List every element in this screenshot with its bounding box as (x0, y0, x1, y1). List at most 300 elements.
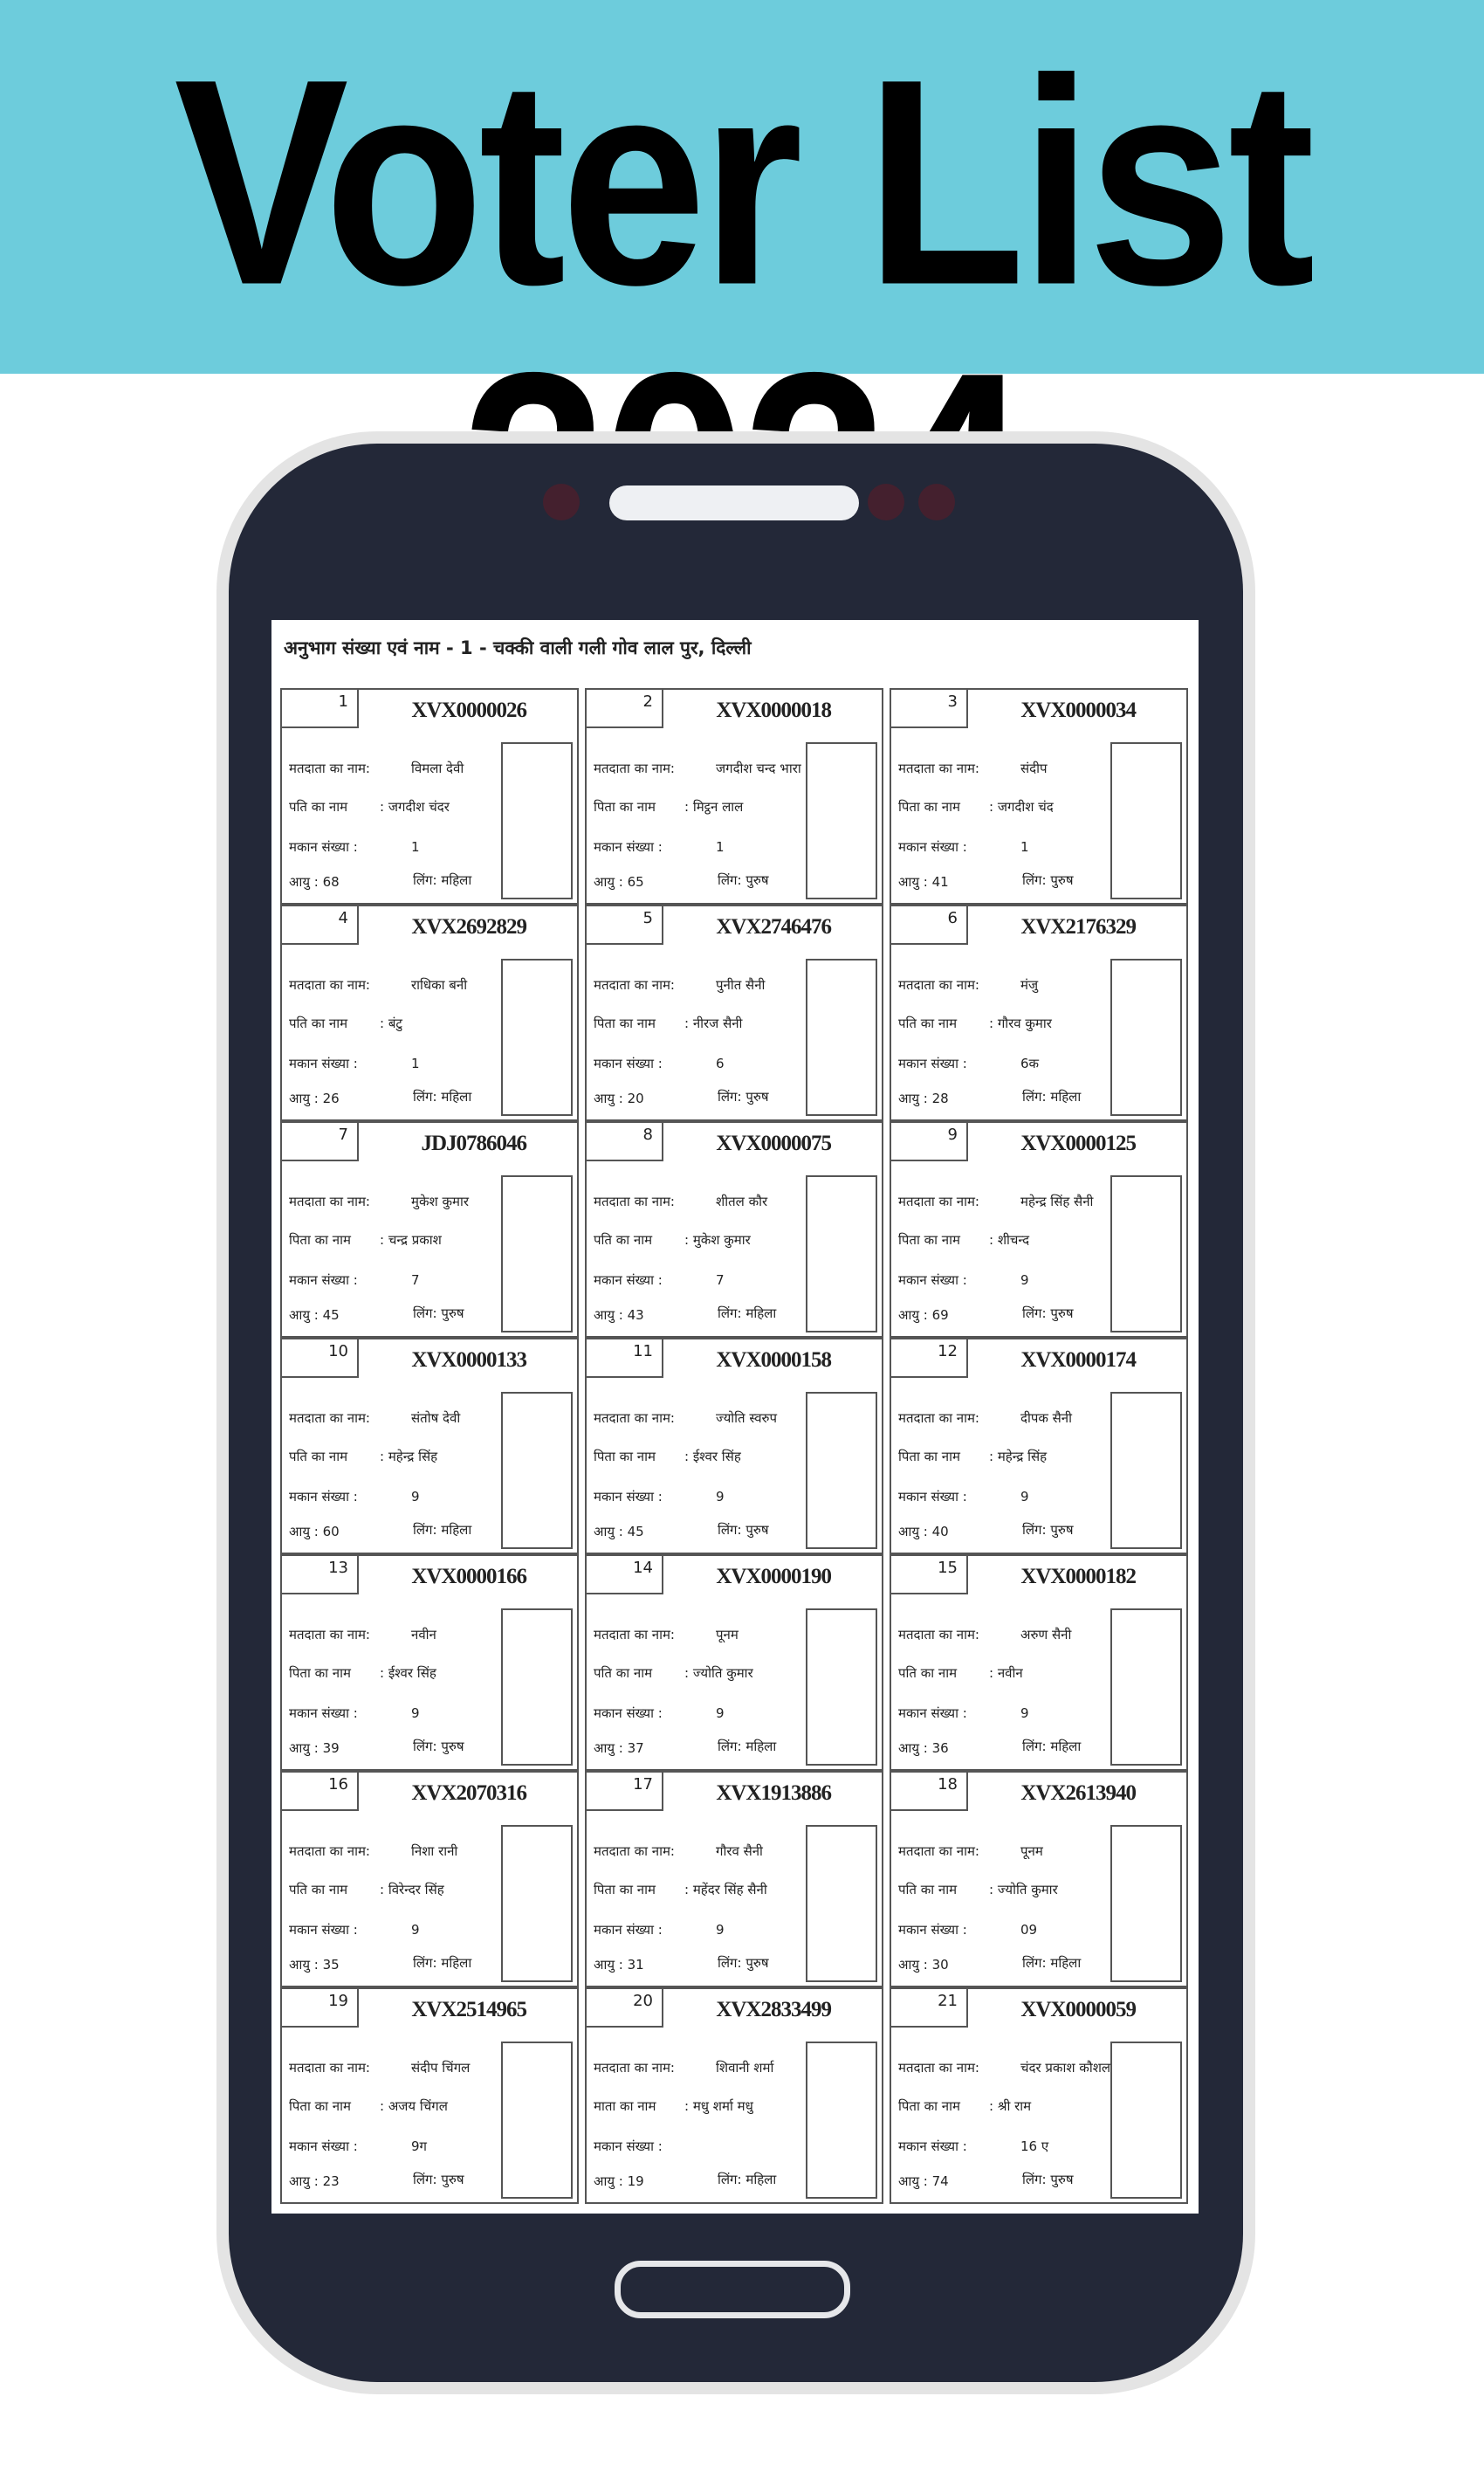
house-label: मकान संख्या : (594, 1922, 663, 1938)
house-number: 9 (1020, 1272, 1029, 1288)
house-number: 1 (716, 839, 725, 855)
voter-id: XVX2070316 (411, 1781, 526, 1805)
house-number: 16 ए (1020, 2138, 1049, 2154)
voter-name-label: मतदाता का नाम: (289, 1410, 370, 1426)
age-value: 41 (931, 874, 949, 890)
relative-label: पति का नाम (289, 1449, 348, 1464)
relative-label: पति का नाम (898, 1882, 958, 1897)
age-value: 20 (627, 1091, 644, 1106)
voter-card[interactable] (890, 1771, 1188, 1987)
serial-number: 1 (282, 690, 359, 728)
voter-name: संदीप चिंगल (411, 2060, 471, 2076)
age-label: आयु : (594, 2173, 623, 2189)
relative-label: पति का नाम (594, 1665, 653, 1681)
voter-id: XVX0000026 (411, 699, 526, 722)
relative-name: : मधु शर्मा मधु (684, 2098, 753, 2114)
voter-id: XVX0000133 (411, 1348, 526, 1372)
relative-name: : श्री राम (989, 2098, 1032, 2114)
house-number: 1 (1020, 839, 1029, 855)
age-label: आयु : (289, 1957, 319, 1973)
age-value: 69 (931, 1307, 949, 1323)
gender-value: पुरुष (745, 1522, 769, 1538)
relative-label: पति का नाम (898, 1665, 958, 1681)
age-value: 39 (322, 1740, 340, 1756)
age-value: 60 (322, 1524, 340, 1539)
relative-name: : ईश्वर सिंह (380, 1665, 436, 1681)
document-header: अनुभाग संख्या एवं नाम - 1 - चक्की वाली गली गोव लाल पुर, दिल्ली (284, 637, 752, 658)
photo-placeholder (806, 1608, 877, 1766)
photo-placeholder (501, 1825, 573, 1982)
age-label: आयु : (898, 2173, 928, 2189)
voter-name: महेन्द्र सिंह सैनी (1020, 1194, 1094, 1209)
voter-id: XVX2176329 (1020, 915, 1136, 939)
voter-name-label: मतदाता का नाम: (594, 761, 675, 776)
voter-card[interactable] (890, 688, 1188, 905)
house-number: 9ग (411, 2138, 427, 2154)
relative-name: : गौरव कुमार (989, 1016, 1052, 1031)
earpiece-speaker (609, 485, 859, 520)
gender-label: लिंग: (413, 1305, 437, 1321)
age-label: आयु : (898, 1091, 928, 1106)
age-value: 43 (627, 1307, 644, 1323)
gender-label: लिंग: (718, 1522, 742, 1538)
voter-name-label: मतदाता का नाम: (898, 1627, 979, 1642)
relative-name: : चन्द्र प्रकाश (380, 1232, 442, 1248)
age-label: आयु : (594, 1740, 623, 1756)
voter-name: अरुण सैनी (1020, 1627, 1072, 1642)
voter-id: XVX2613940 (1020, 1781, 1136, 1805)
gender-label: लिंग: (413, 1739, 437, 1754)
serial-number: 21 (891, 1989, 968, 2028)
serial-number: 12 (891, 1339, 968, 1378)
house-label: मकान संख्या : (898, 1056, 967, 1071)
house-label: मकान संख्या : (289, 1272, 358, 1288)
age-value: 37 (627, 1740, 644, 1756)
relative-label: माता का नाम (594, 2098, 656, 2114)
photo-placeholder (806, 959, 877, 1116)
serial-number: 2 (587, 690, 663, 728)
gender-label: लिंग: (1022, 2172, 1047, 2187)
age-value: 65 (627, 874, 644, 890)
photo-placeholder (501, 959, 573, 1116)
voter-name: शिवानी शर्मा (716, 2060, 774, 2076)
gender-label: लिंग: (1022, 1305, 1047, 1321)
house-number: 1 (411, 839, 420, 855)
house-label: मकान संख्या : (594, 1705, 663, 1721)
serial-number: 9 (891, 1123, 968, 1161)
voter-name: नवीन (411, 1627, 436, 1642)
age-value: 28 (931, 1091, 949, 1106)
relative-name: : महेन्द्र सिंह (989, 1449, 1048, 1464)
relative-label: पिता का नाम (898, 799, 960, 815)
serial-number: 7 (282, 1123, 359, 1161)
voter-name-label: मतदाता का नाम: (898, 761, 979, 776)
age-label: आयु : (594, 1307, 623, 1323)
photo-placeholder (806, 1175, 877, 1332)
house-number: 9 (716, 1489, 725, 1505)
relative-name: : शीचन्द (989, 1232, 1030, 1248)
voter-id: XVX0000166 (411, 1565, 526, 1588)
relative-label: पति का नाम (594, 1232, 653, 1248)
photo-placeholder (806, 2042, 877, 2199)
serial-number: 20 (587, 1989, 663, 2028)
voter-name-label: मतदाता का नाम: (594, 1194, 675, 1209)
photo-placeholder (1110, 742, 1182, 899)
house-label: मकान संख्या : (898, 1705, 967, 1721)
age-value: 68 (322, 874, 340, 890)
voter-name-label: मतदाता का नाम: (594, 1410, 675, 1426)
photo-placeholder (806, 1392, 877, 1549)
gender-value: पुरुष (1050, 2172, 1074, 2187)
relative-name: : ईश्वर सिंह (684, 1449, 741, 1464)
age-label: आयु : (594, 874, 623, 890)
house-label: मकान संख्या : (898, 1489, 967, 1505)
home-button[interactable] (615, 2261, 850, 2318)
gender-value: पुरुष (745, 1089, 769, 1105)
relative-label: पिता का नाम (289, 1665, 351, 1681)
house-number: 7 (716, 1272, 725, 1288)
voter-name: पूनम (716, 1627, 739, 1642)
serial-number: 6 (891, 906, 968, 945)
voter-card[interactable] (890, 1554, 1188, 1771)
serial-number: 4 (282, 906, 359, 945)
voter-name-label: मतदाता का नाम: (289, 1627, 370, 1642)
relative-label: पति का नाम (289, 1016, 348, 1031)
voter-name: विमला देवी (411, 761, 464, 776)
voter-card[interactable] (585, 1987, 883, 2204)
voter-id: XVX2514965 (411, 1998, 526, 2021)
relative-label: पिता का नाम (594, 1449, 656, 1464)
voter-card[interactable] (585, 1121, 883, 1338)
voter-name-label: मतदाता का नाम: (594, 1843, 675, 1859)
voter-card[interactable] (585, 905, 883, 1121)
gender-label: लिंग: (1022, 872, 1047, 888)
age-value: 40 (931, 1524, 949, 1539)
gender-value: महिला (1050, 1739, 1082, 1754)
voter-name-label: मतदाता का नाम: (289, 1194, 370, 1209)
photo-placeholder (501, 1175, 573, 1332)
age-value: 31 (627, 1957, 644, 1973)
relative-label: पिता का नाम (594, 799, 656, 815)
voter-name-label: मतदाता का नाम: (289, 761, 370, 776)
house-label: मकान संख्या : (289, 1489, 358, 1505)
age-label: आयु : (898, 1740, 928, 1756)
relative-name: : ज्योति कुमार (989, 1882, 1058, 1897)
gender-value: पुरुष (1050, 1522, 1074, 1538)
voter-card[interactable] (280, 905, 579, 1121)
gender-value: महिला (441, 872, 472, 888)
serial-number: 17 (587, 1773, 663, 1811)
sensor-dot-icon (918, 484, 955, 520)
house-label: मकान संख्या : (594, 839, 663, 855)
gender-label: लिंग: (413, 1955, 437, 1971)
house-label: मकान संख्या : (289, 1056, 358, 1071)
gender-value: पुरुष (441, 2172, 464, 2187)
house-label: मकान संख्या : (289, 1705, 358, 1721)
serial-number: 15 (891, 1556, 968, 1594)
voter-card[interactable] (280, 1771, 579, 1987)
house-number: 9 (411, 1922, 420, 1938)
house-label: मकान संख्या : (594, 1272, 663, 1288)
gender-value: पुरुष (1050, 872, 1074, 888)
serial-number: 18 (891, 1773, 968, 1811)
voter-card[interactable] (890, 1987, 1188, 2204)
gender-label: लिंग: (718, 1955, 742, 1971)
house-number: 7 (411, 1272, 420, 1288)
photo-placeholder (1110, 2042, 1182, 2199)
gender-label: लिंग: (718, 1739, 742, 1754)
gender-label: लिंग: (1022, 1522, 1047, 1538)
age-value: 23 (322, 2173, 340, 2189)
relative-name: : जगदीश चंदर (380, 799, 450, 815)
serial-number: 14 (587, 1556, 663, 1594)
age-value: 74 (931, 2173, 949, 2189)
voter-id: XVX0000075 (716, 1132, 831, 1155)
age-value: 30 (931, 1957, 949, 1973)
voter-card[interactable] (890, 1121, 1188, 1338)
voter-card[interactable] (890, 1338, 1188, 1554)
house-number: 09 (1020, 1922, 1038, 1938)
gender-label: लिंग: (413, 1089, 437, 1105)
age-label: आयु : (898, 1957, 928, 1973)
relative-label: पिता का नाम (898, 1232, 960, 1248)
voter-id: XVX2746476 (716, 915, 831, 939)
house-label: मकान संख्या : (898, 1272, 967, 1288)
serial-number: 8 (587, 1123, 663, 1161)
voter-id: JDJ0786046 (421, 1132, 526, 1155)
relative-label: पिता का नाम (289, 1232, 351, 1248)
gender-label: लिंग: (413, 872, 437, 888)
voter-name-label: मतदाता का नाम: (898, 1843, 979, 1859)
phone-screen[interactable] (271, 620, 1199, 2214)
photo-placeholder (501, 1608, 573, 1766)
gender-label: लिंग: (718, 2172, 742, 2187)
house-number: 1 (411, 1056, 420, 1071)
relative-name: : बंटु (380, 1016, 402, 1031)
voter-id: XVX0000125 (1020, 1132, 1136, 1155)
voter-name: ज्योति स्वरुप (716, 1410, 778, 1426)
title-banner (0, 0, 1484, 374)
voter-name-label: मतदाता का नाम: (594, 2060, 675, 2076)
gender-value: महिला (745, 1305, 777, 1321)
photo-placeholder (806, 742, 877, 899)
age-label: आयु : (289, 1091, 319, 1106)
house-number: 9 (411, 1489, 420, 1505)
serial-number: 11 (587, 1339, 663, 1378)
photo-placeholder (1110, 1608, 1182, 1766)
gender-label: लिंग: (1022, 1955, 1047, 1971)
photo-placeholder (1110, 1175, 1182, 1332)
voter-name: मंजु (1020, 977, 1039, 993)
age-label: आयु : (289, 874, 319, 890)
serial-number: 3 (891, 690, 968, 728)
gender-value: पुरुष (1050, 1305, 1074, 1321)
voter-id: XVX0000174 (1020, 1348, 1136, 1372)
photo-placeholder (1110, 1825, 1182, 1982)
relative-name: : महेंदर सिंह सैनी (684, 1882, 767, 1897)
house-label: मकान संख्या : (898, 2138, 967, 2154)
serial-number: 13 (282, 1556, 359, 1594)
age-value: 19 (627, 2173, 644, 2189)
gender-label: लिंग: (413, 2172, 437, 2187)
photo-placeholder (501, 1392, 573, 1549)
voter-card[interactable] (585, 1554, 883, 1771)
relative-label: पिता का नाम (289, 2098, 351, 2114)
voter-name: जगदीश चन्द भारा (716, 761, 801, 776)
photo-placeholder (1110, 959, 1182, 1116)
voter-name: गौरव सैनी (716, 1843, 763, 1859)
voter-name-label: मतदाता का नाम: (898, 977, 979, 993)
voter-card[interactable] (585, 1338, 883, 1554)
age-label: आयु : (594, 1524, 623, 1539)
voter-id: XVX2833499 (716, 1998, 831, 2021)
house-number: 9 (411, 1705, 420, 1721)
gender-value: पुरुष (441, 1739, 464, 1754)
gender-label: लिंग: (1022, 1089, 1047, 1105)
house-label: मकान संख्या : (898, 1922, 967, 1938)
house-label: मकान संख्या : (594, 1056, 663, 1071)
house-label: मकान संख्या : (289, 839, 358, 855)
voter-id: XVX0000018 (716, 699, 831, 722)
relative-name: : मुकेश कुमार (684, 1232, 751, 1248)
relative-name: : मिट्ठन लाल (684, 799, 744, 815)
house-label: मकान संख्या : (289, 1922, 358, 1938)
front-camera-icon (543, 484, 580, 520)
gender-value: महिला (1050, 1089, 1082, 1105)
voter-id: XVX0000059 (1020, 1998, 1136, 2021)
voter-name-label: मतदाता का नाम: (289, 2060, 370, 2076)
voter-card[interactable] (280, 1121, 579, 1338)
gender-label: लिंग: (718, 1305, 742, 1321)
gender-value: पुरुष (745, 872, 769, 888)
relative-label: पति का नाम (289, 799, 348, 815)
age-label: आयु : (289, 1740, 319, 1756)
voter-name-label: मतदाता का नाम: (898, 1410, 979, 1426)
voter-id: XVX0000034 (1020, 699, 1136, 722)
voter-id: XVX0000182 (1020, 1565, 1136, 1588)
voter-name: संतोष देवी (411, 1410, 461, 1426)
age-label: आयु : (898, 1307, 928, 1323)
relative-name: : ज्योति कुमार (684, 1665, 753, 1681)
gender-label: लिंग: (718, 872, 742, 888)
voter-name: निशा रानी (411, 1843, 458, 1859)
voter-card[interactable] (890, 905, 1188, 1121)
relative-name: : महेन्द्र सिंह (380, 1449, 438, 1464)
age-label: आयु : (289, 2173, 319, 2189)
house-number: 6 (716, 1056, 725, 1071)
house-number: 9 (1020, 1489, 1029, 1505)
gender-label: लिंग: (718, 1089, 742, 1105)
voter-id: XVX0000158 (716, 1348, 831, 1372)
age-label: आयु : (898, 1524, 928, 1539)
relative-label: पिता का नाम (594, 1016, 656, 1031)
voter-card[interactable] (280, 1987, 579, 2204)
voter-name: शीतल कौर (716, 1194, 768, 1209)
house-label: मकान संख्या : (594, 2138, 663, 2154)
house-number: 6क (1020, 1056, 1040, 1071)
relative-label: पिता का नाम (594, 1882, 656, 1897)
house-number: 9 (716, 1922, 725, 1938)
photo-placeholder (501, 742, 573, 899)
voter-name: पुनीत सैनी (716, 977, 766, 993)
voter-name-label: मतदाता का नाम: (898, 1194, 979, 1209)
voter-name: चंदर प्रकाश कौशल (1020, 2060, 1111, 2076)
voter-name-label: मतदाता का नाम: (289, 977, 370, 993)
voter-id: XVX2692829 (411, 915, 526, 939)
relative-label: पिता का नाम (898, 1449, 960, 1464)
voter-name: संदीप (1020, 761, 1048, 776)
voter-name-label: मतदाता का नाम: (594, 977, 675, 993)
voter-card[interactable] (280, 688, 579, 905)
banner-title: Voter List (174, 17, 1310, 347)
gender-value: महिला (1050, 1955, 1082, 1971)
relative-name: : अजय चिंगल (380, 2098, 448, 2114)
voter-name: मुकेश कुमार (411, 1194, 469, 1209)
house-label: मकान संख्या : (594, 1489, 663, 1505)
voter-card[interactable] (280, 1554, 579, 1771)
relative-label: पति का नाम (898, 1016, 958, 1031)
voter-name: दीपक सैनी (1020, 1410, 1073, 1426)
photo-placeholder (806, 1825, 877, 1982)
house-number: 9 (1020, 1705, 1029, 1721)
house-number: 9 (716, 1705, 725, 1721)
voter-name-label: मतदाता का नाम: (289, 1843, 370, 1859)
gender-label: लिंग: (413, 1522, 437, 1538)
sensor-dot-icon (868, 484, 904, 520)
serial-number: 5 (587, 906, 663, 945)
age-label: आयु : (594, 1957, 623, 1973)
age-value: 45 (322, 1307, 340, 1323)
voter-card[interactable] (585, 1771, 883, 1987)
voter-card-grid (280, 688, 1188, 2204)
gender-value: महिला (745, 1739, 777, 1754)
age-label: आयु : (289, 1524, 319, 1539)
serial-number: 19 (282, 1989, 359, 2028)
voter-card[interactable] (585, 688, 883, 905)
voter-card[interactable] (280, 1338, 579, 1554)
house-label: मकान संख्या : (898, 839, 967, 855)
gender-value: महिला (441, 1522, 472, 1538)
gender-label: लिंग: (1022, 1739, 1047, 1754)
age-label: आयु : (898, 874, 928, 890)
relative-name: : नीरज सैनी (684, 1016, 743, 1031)
age-label: आयु : (289, 1307, 319, 1323)
gender-value: महिला (745, 2172, 777, 2187)
voter-name: पूनम (1020, 1843, 1043, 1859)
voter-name: राधिका बनी (411, 977, 468, 993)
serial-number: 16 (282, 1773, 359, 1811)
voter-name-label: मतदाता का नाम: (898, 2060, 979, 2076)
age-value: 26 (322, 1091, 340, 1106)
photo-placeholder (1110, 1392, 1182, 1549)
relative-label: पति का नाम (289, 1882, 348, 1897)
photo-placeholder (501, 2042, 573, 2199)
voter-name-label: मतदाता का नाम: (594, 1627, 675, 1642)
gender-value: पुरुष (745, 1955, 769, 1971)
age-value: 35 (322, 1957, 340, 1973)
gender-value: महिला (441, 1089, 472, 1105)
voter-id: XVX0000190 (716, 1565, 831, 1588)
age-label: आयु : (594, 1091, 623, 1106)
relative-name: : विरेन्दर सिंह (380, 1882, 444, 1897)
serial-number: 10 (282, 1339, 359, 1378)
age-value: 45 (627, 1524, 644, 1539)
voter-id: XVX1913886 (716, 1781, 831, 1805)
relative-label: पिता का नाम (898, 2098, 960, 2114)
house-label: मकान संख्या : (289, 2138, 358, 2154)
age-value: 36 (931, 1740, 949, 1756)
relative-name: : नवीन (989, 1665, 1023, 1681)
